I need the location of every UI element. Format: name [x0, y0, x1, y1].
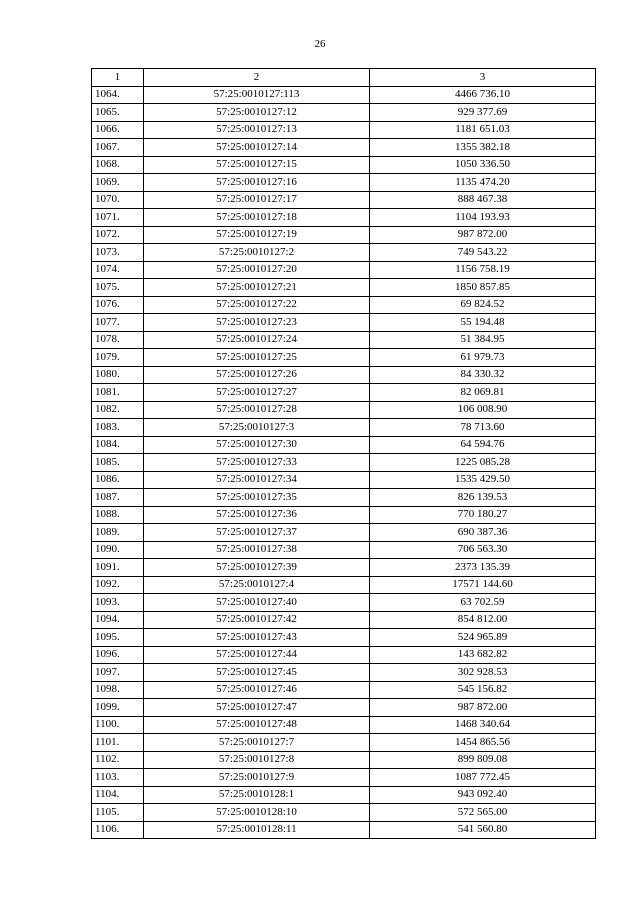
cadastral-value-cell: 545 156.82 [370, 681, 596, 699]
cadastral-number-cell: 57:25:0010127:33 [144, 454, 370, 472]
table-row [92, 226, 596, 244]
table-header-row [92, 69, 596, 87]
table-row [92, 419, 596, 437]
cadastral-number-cell: 57:25:0010127:14 [144, 139, 370, 157]
cadastral-value-cell: 64 594.76 [370, 436, 596, 454]
cadastral-number-cell: 57:25:0010127:37 [144, 524, 370, 542]
cadastral-number-cell: 57:25:0010127:27 [144, 384, 370, 402]
row-number-cell: 1075. [92, 279, 144, 297]
table-row [92, 244, 596, 262]
cadastral-value-cell: 749 543.22 [370, 244, 596, 262]
cadastral-number-cell: 57:25:0010127:9 [144, 769, 370, 787]
cadastral-number-cell: 57:25:0010127:17 [144, 191, 370, 209]
cadastral-value-cell: 987 872.00 [370, 226, 596, 244]
cadastral-number-cell: 57:25:0010127:8 [144, 751, 370, 769]
cadastral-number-cell: 57:25:0010127:46 [144, 681, 370, 699]
cadastral-value-cell: 987 872.00 [370, 699, 596, 717]
row-number-cell: 1100. [92, 716, 144, 734]
row-number-cell: 1099. [92, 699, 144, 717]
row-number-cell: 1079. [92, 349, 144, 367]
table-row [92, 734, 596, 752]
cadastral-number-cell: 57:25:0010127:12 [144, 104, 370, 122]
table-row [92, 524, 596, 542]
row-number-cell: 1106. [92, 821, 144, 839]
row-number-cell: 1069. [92, 174, 144, 192]
cadastral-value-cell: 572 565.00 [370, 804, 596, 822]
cadastral-number-cell: 57:25:0010128:1 [144, 786, 370, 804]
table-row [92, 821, 596, 839]
row-number-cell: 1102. [92, 751, 144, 769]
table-row [92, 454, 596, 472]
cadastral-number-cell: 57:25:0010127:38 [144, 541, 370, 559]
table-row [92, 576, 596, 594]
row-number-cell: 1095. [92, 629, 144, 647]
row-number-cell: 1105. [92, 804, 144, 822]
row-number-cell: 1103. [92, 769, 144, 787]
table-row [92, 366, 596, 384]
row-number-cell: 1070. [92, 191, 144, 209]
cadastral-number-cell: 57:25:0010127:40 [144, 594, 370, 612]
cadastral-number-cell: 57:25:0010127:16 [144, 174, 370, 192]
cadastral-number-cell: 57:25:0010127:30 [144, 436, 370, 454]
cadastral-value-cell: 524 965.89 [370, 629, 596, 647]
table-row [92, 349, 596, 367]
row-number-cell: 1065. [92, 104, 144, 122]
row-number-cell: 1089. [92, 524, 144, 542]
table-row [92, 261, 596, 279]
row-number-cell: 1094. [92, 611, 144, 629]
table-row [92, 541, 596, 559]
cadastral-value-cell: 106 008.90 [370, 401, 596, 419]
row-number-cell: 1080. [92, 366, 144, 384]
table-row [92, 86, 596, 104]
cadastral-number-cell: 57:25:0010127:4 [144, 576, 370, 594]
cadastral-value-cell: 1050 336.50 [370, 156, 596, 174]
row-number-cell: 1090. [92, 541, 144, 559]
row-number-cell: 1081. [92, 384, 144, 402]
table-row [92, 209, 596, 227]
cadastral-number-cell: 57:25:0010127:45 [144, 664, 370, 682]
row-number-cell: 1085. [92, 454, 144, 472]
table-row [92, 279, 596, 297]
cadastral-value-cell: 61 979.73 [370, 349, 596, 367]
row-number-cell: 1077. [92, 314, 144, 332]
cadastral-value-cell: 899 809.08 [370, 751, 596, 769]
row-number-cell: 1101. [92, 734, 144, 752]
cadastral-value-cell: 826 139.53 [370, 489, 596, 507]
table-row [92, 104, 596, 122]
table-row [92, 401, 596, 419]
row-number-cell: 1082. [92, 401, 144, 419]
cadastral-number-cell: 57:25:0010127:21 [144, 279, 370, 297]
table-row [92, 156, 596, 174]
cadastral-value-cell: 1468 340.64 [370, 716, 596, 734]
cadastral-value-cell: 1104 193.93 [370, 209, 596, 227]
table-row [92, 611, 596, 629]
cadastral-value-cell: 1181 651.03 [370, 121, 596, 139]
table-row [92, 681, 596, 699]
cadastral-value-cell: 854 812.00 [370, 611, 596, 629]
cadastral-value-cell: 690 387.36 [370, 524, 596, 542]
cadastral-value-cell: 2373 135.39 [370, 559, 596, 577]
cadastral-value-cell: 17571 144.60 [370, 576, 596, 594]
table-row [92, 506, 596, 524]
row-number-cell: 1068. [92, 156, 144, 174]
row-number-cell: 1086. [92, 471, 144, 489]
row-number-cell: 1067. [92, 139, 144, 157]
column-header-number: 1 [92, 69, 144, 87]
row-number-cell: 1073. [92, 244, 144, 262]
row-number-cell: 1072. [92, 226, 144, 244]
table-row [92, 699, 596, 717]
row-number-cell: 1098. [92, 681, 144, 699]
cadastral-value-cell: 51 384.95 [370, 331, 596, 349]
table-row [92, 646, 596, 664]
cadastral-value-cell: 1355 382.18 [370, 139, 596, 157]
cadastral-value-cell: 770 180.27 [370, 506, 596, 524]
cadastral-number-cell: 57:25:0010127:34 [144, 471, 370, 489]
cadastral-number-cell: 57:25:0010127:22 [144, 296, 370, 314]
cadastral-value-cell: 82 069.81 [370, 384, 596, 402]
cadastral-number-cell: 57:25:0010127:26 [144, 366, 370, 384]
cadastral-number-cell: 57:25:0010128:11 [144, 821, 370, 839]
row-number-cell: 1064. [92, 86, 144, 104]
table-row [92, 804, 596, 822]
cadastral-value-cell: 63 702.59 [370, 594, 596, 612]
table-row [92, 436, 596, 454]
row-number-cell: 1104. [92, 786, 144, 804]
cadastral-number-cell: 57:25:0010127:7 [144, 734, 370, 752]
cadastral-number-cell: 57:25:0010127:48 [144, 716, 370, 734]
table-row [92, 314, 596, 332]
cadastral-number-cell: 57:25:0010127:13 [144, 121, 370, 139]
row-number-cell: 1092. [92, 576, 144, 594]
cadastral-number-cell: 57:25:0010127:28 [144, 401, 370, 419]
cadastral-value-cell: 1135 474.20 [370, 174, 596, 192]
table-row [92, 489, 596, 507]
cadastral-number-cell: 57:25:0010127:23 [144, 314, 370, 332]
row-number-cell: 1071. [92, 209, 144, 227]
cadastral-value-cell: 706 563.30 [370, 541, 596, 559]
table-row [92, 471, 596, 489]
cadastral-number-cell: 57:25:0010127:36 [144, 506, 370, 524]
cadastral-value-cell: 55 194.48 [370, 314, 596, 332]
table-row [92, 121, 596, 139]
cadastral-number-cell: 57:25:0010127:39 [144, 559, 370, 577]
row-number-cell: 1078. [92, 331, 144, 349]
table-row [92, 191, 596, 209]
table-row [92, 139, 596, 157]
cadastral-value-cell: 1850 857.85 [370, 279, 596, 297]
row-number-cell: 1066. [92, 121, 144, 139]
table-row [92, 174, 596, 192]
table-row [92, 664, 596, 682]
cadastral-number-cell: 57:25:0010127:18 [144, 209, 370, 227]
cadastral-number-cell: 57:25:0010127:47 [144, 699, 370, 717]
cadastral-value-cell: 1535 429.50 [370, 471, 596, 489]
cadastral-value-cell: 888 467.38 [370, 191, 596, 209]
cadastral-value-table [91, 68, 596, 839]
table-row [92, 384, 596, 402]
cadastral-value-cell: 1225 085.28 [370, 454, 596, 472]
cadastral-number-cell: 57:25:0010128:10 [144, 804, 370, 822]
cadastral-number-cell: 57:25:0010127:43 [144, 629, 370, 647]
row-number-cell: 1097. [92, 664, 144, 682]
cadastral-value-cell: 143 682.82 [370, 646, 596, 664]
cadastral-value-cell: 69 824.52 [370, 296, 596, 314]
cadastral-number-cell: 57:25:0010127:19 [144, 226, 370, 244]
cadastral-value-cell: 78 713.60 [370, 419, 596, 437]
row-number-cell: 1093. [92, 594, 144, 612]
cadastral-number-cell: 57:25:0010127:42 [144, 611, 370, 629]
cadastral-value-cell: 4466 736.10 [370, 86, 596, 104]
cadastral-value-cell: 302 928.53 [370, 664, 596, 682]
row-number-cell: 1096. [92, 646, 144, 664]
cadastral-value-cell: 929 377.69 [370, 104, 596, 122]
cadastral-number-cell: 57:25:0010127:15 [144, 156, 370, 174]
cadastral-number-cell: 57:25:0010127:2 [144, 244, 370, 262]
row-number-cell: 1084. [92, 436, 144, 454]
cadastral-value-cell: 1087 772.45 [370, 769, 596, 787]
table-row [92, 594, 596, 612]
table-row [92, 769, 596, 787]
table-body [92, 86, 596, 839]
cadastral-value-cell: 943 092.40 [370, 786, 596, 804]
row-number-cell: 1087. [92, 489, 144, 507]
table-row [92, 559, 596, 577]
row-number-cell: 1083. [92, 419, 144, 437]
column-header-cadastral-value: 3 [370, 69, 596, 87]
table-row [92, 331, 596, 349]
cadastral-number-cell: 57:25:0010127:3 [144, 419, 370, 437]
table-row [92, 786, 596, 804]
cadastral-value-cell: 1454 865.56 [370, 734, 596, 752]
cadastral-number-cell: 57:25:0010127:20 [144, 261, 370, 279]
cadastral-value-cell: 84 330.32 [370, 366, 596, 384]
table-row [92, 751, 596, 769]
table-row [92, 296, 596, 314]
table-row [92, 629, 596, 647]
column-header-cadastral-number: 2 [144, 69, 370, 87]
cadastral-number-cell: 57:25:0010127:24 [144, 331, 370, 349]
cadastral-number-cell: 57:25:0010127:25 [144, 349, 370, 367]
cadastral-number-cell: 57:25:0010127:35 [144, 489, 370, 507]
cadastral-number-cell: 57:25:0010127:44 [144, 646, 370, 664]
row-number-cell: 1091. [92, 559, 144, 577]
cadastral-value-cell: 1156 758.19 [370, 261, 596, 279]
page-number: 26 [314, 38, 326, 50]
table-row [92, 716, 596, 734]
cadastral-value-cell: 541 560.80 [370, 821, 596, 839]
row-number-cell: 1088. [92, 506, 144, 524]
row-number-cell: 1074. [92, 261, 144, 279]
row-number-cell: 1076. [92, 296, 144, 314]
cadastral-number-cell: 57:25:0010127:113 [144, 86, 370, 104]
